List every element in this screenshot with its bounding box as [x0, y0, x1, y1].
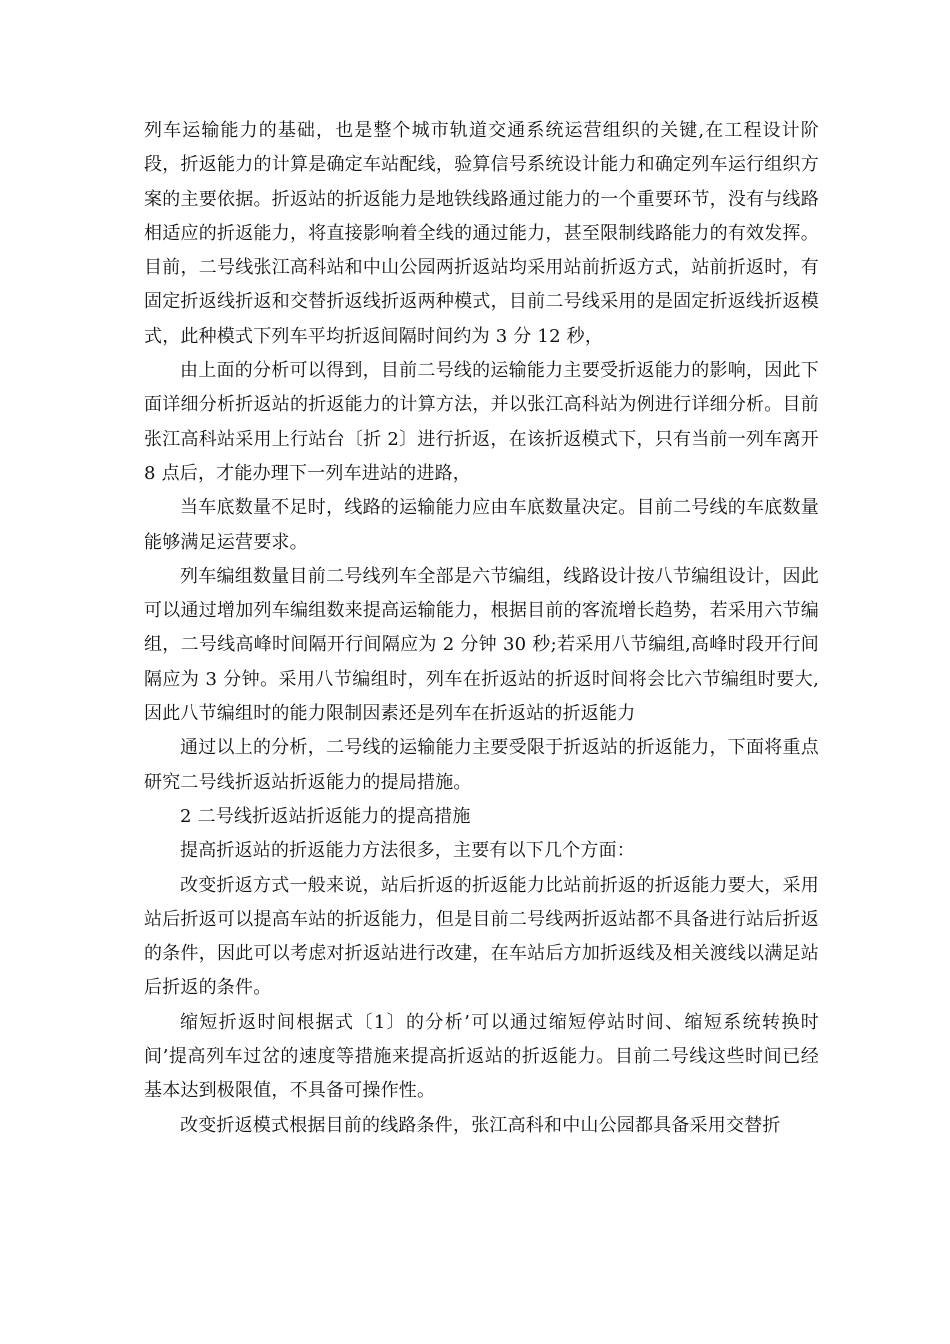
- paragraph-4: 列车编组数量目前二号线列车全部是六节编组，线路设计按八节编组设计，因此可以通过增加列车编组数来提高运输能力，根据目前的客流增长趋势，若采用六节编组，二号线高峰时间隔开行间隔应为 2 分钟 30 秒;若采用八节编组,高峰时段开行间隔应为 3 分钟。采用八节编组时，列车在折返站的折返时间将会比六节编组时要大,因此八节编组时的能力限制因素还是列车在折返站的折返能力: [144, 565, 819, 725]
- paragraph-7: 提高折返站的折返能力方法很多，主要有以下几个方面：: [180, 840, 635, 862]
- paragraph-9: 缩短折返时间根据式〔1〕的分析’可以通过缩短停站时间、缩短系统转换时间’提高列车过岔的速度等措施来提高折返站的折返能力。目前二号线这些时间已经基本达到极限值，不具备可操作性。: [144, 1011, 819, 1102]
- paragraph-1: 列车运输能力的基础，也是整个城市轨道交通系统运营组织的关键,在工程设计阶段，折返能力的计算是确定车站配线，验算信号系统设计能力和确定列车运行组织方案的主要依据。折返站的折返能力是地铁线路通过能力的一个重要环节，没有与线路相适应的折返能力，将直接影响着全线的通过能力，甚至限制线路能力的有效发挥。目前，二号线张江高科站和中山公园两折返站均采用站前折返方式，站前折返时，有固定折返线折返和交替折返线折返两种模式，目前二号线采用的是固定折返线折返模式，此种模式下列车平均折返间隔时间约为 3 分 12 秒，: [144, 120, 819, 347]
- document-body: [144, 114, 819, 1143]
- paragraph-5: 通过以上的分析，二号线的运输能力主要受限于折返站的折返能力，下面将重点研究二号线折返站折返能力的提局措施。: [144, 737, 819, 793]
- paragraph-3: 当车底数量不足时，线路的运输能力应由车底数量决定。目前二号线的车底数量能够满足运营要求。: [144, 497, 819, 553]
- paragraph-2: 由上面的分析可以得到，目前二号线的运输能力主要受折返能力的影响，因此下面详细分析折返站的折返能力的计算方法，并以张江高科站为例进行详细分析。目前张江高科站采用上行站台〔折 2〕进行折返，在该折返模式下，只有当前一列车离开 8 点后，才能办理下一列车进站的进路，: [144, 360, 819, 484]
- section-heading: 2 二号线折返站折返能力的提高措施: [180, 805, 471, 827]
- paragraph-8: 改变折返方式一般来说，站后折返的折返能力比站前折返的折返能力要大，采用站后折返可以提高车站的折返能力，但是目前二号线两折返站都不具备进行站后折返的条件，因此可以考虑对折返站进行改建，在车站后方加折返线及相关渡线以满足站后折返的条件。: [144, 874, 819, 999]
- paragraph-10: 改变折返模式根据目前的线路条件，张江高科和中山公园都具备采用交替折: [180, 1114, 781, 1136]
